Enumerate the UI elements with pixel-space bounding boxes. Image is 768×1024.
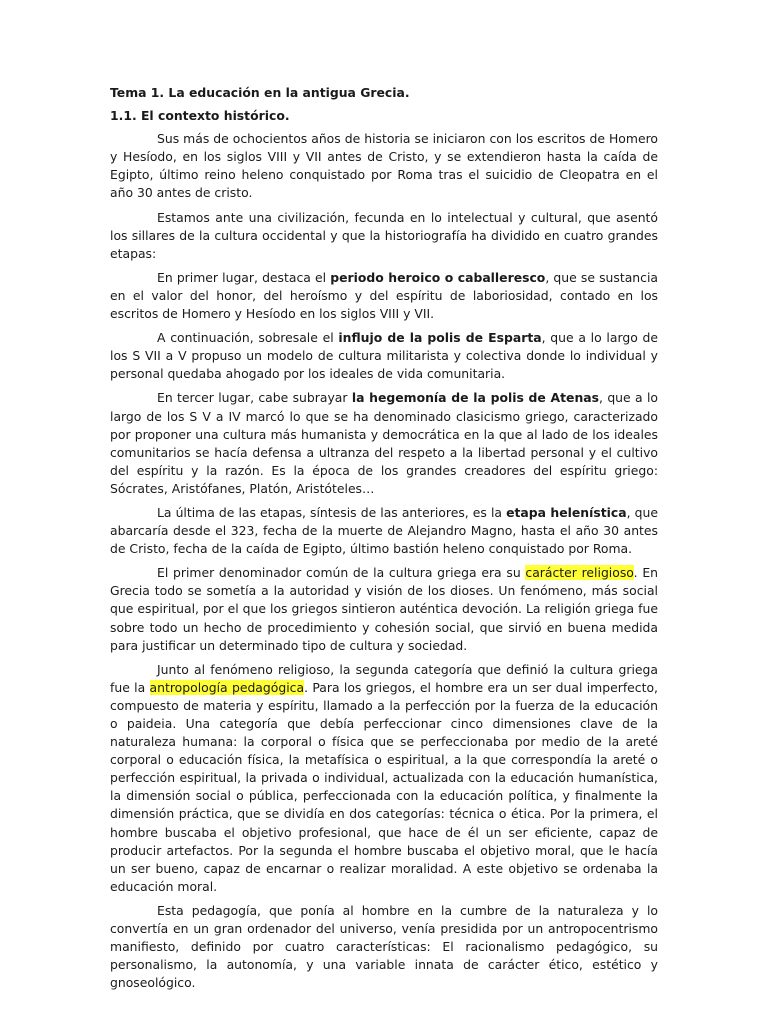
paragraph-text: , que a lo largo de los S V a IV marcó lo que se ha denominado clasicismo griego, caracterizado por proponer una cultura más humanista y democrática en la que al lado de los ideales comunitarios se hacía defensa a ultranza del respeto a la libertad personal y el cultivo del espíritu y la razón. Es la época de los grandes creadores del espíritu griego: Sócrates, Aristófanes, Platón, Aristóteles… — [110, 390, 658, 496]
paragraph-text: En primer lugar, destaca el — [157, 269, 331, 285]
section-heading: 1.1. El contexto histórico. — [110, 108, 290, 124]
paragraph-text: . En Grecia todo se sometía a la autoridad y visión de los dioses. Un fenómeno, más social que espiritual, por el que los griegos sintieron auténtica devoción. La religión griega fue sobre todo un hecho de procedimiento y cohesión social, que sirvió en buena medida para justificar un determinado tipo de cultura y sociedad. — [110, 565, 658, 653]
document-title: Tema 1. La educación en la antigua Grecia. — [110, 85, 410, 100]
paragraph-8 — [110, 661, 658, 896]
paragraph-6 — [110, 504, 658, 558]
paragraph-text: Junto al fenómeno religioso, la segunda categoría que definió la cultura griega fue la — [110, 661, 658, 695]
paragraph-text: . Para los griegos, el hombre era un ser dual imperfecto, compuesto de materia y espíritu, llamado a la perfección por la fuerza de la educación o paideia. Una categoría que debía perfeccionar cinco dimensiones clave de la naturaleza humana: la corporal o física que se perfeccionaba por medio de la areté corporal o educación física, la metafísica o espiritual, a la que correspondía la areté o perfección espiritual, la privada o individual, actualizada con la educación humanística, la dimensión social o pública, perfeccionada con la educación política, y finalmente la dimensión práctica, que se dividía en dos categorías: técnica o ética. Por la primera, el hombre buscaba el objetivo profesional, que hace de él un ser eficiente, capaz de producir artefactos. Por la segunda el hombre buscaba el objetivo moral, que le hacía un ser bueno, capaz de encarnar o realizar moralidad. A este objetivo se ordenaba la educación moral. — [110, 679, 658, 894]
paragraph-text: Esta pedagogía, que ponía al hombre en la cumbre de la naturaleza y lo convertía en un gran ordenador del universo, venía presidida por un antropocentrismo manifiesto, definido por cuatro características: El racionalismo pedagógico, su personalismo, la autonomía, y una variable innata de carácter ético, estético y gnoseológico. — [110, 902, 658, 991]
paragraph-7 — [110, 564, 658, 654]
document-page — [110, 84, 658, 992]
paragraph-3 — [110, 269, 658, 323]
bold-term: periodo heroico o caballeresco — [330, 269, 546, 285]
paragraph-text: En tercer lugar, cabe subrayar — [157, 390, 352, 406]
paragraph-5 — [110, 389, 658, 498]
paragraph-9 — [110, 902, 658, 992]
paragraph-1 — [110, 130, 658, 202]
highlighted-term: carácter religioso — [525, 565, 634, 581]
paragraph-text: Sus más de ochocientos años de historia se iniciaron con los escritos de Homero y Hesíodo, en los siglos VIII y VII antes de Cristo, y se extendieron hasta la caída de Egipto, último reino heleno conquistado por Roma tras el suicidio de Cleopatra en el año 30 antes de cristo. — [110, 131, 658, 201]
bold-term: la hegemonía de la polis de Atenas — [351, 390, 600, 406]
paragraph-text: , que abarcaría desde el 323, fecha de la muerte de Alejandro Magno, hasta el año 30 antes de Cristo, fecha de la caída de Egipto, último bastión heleno conquistado por Roma. — [110, 504, 658, 557]
paragraph-4 — [110, 329, 658, 383]
highlighted-term: antropología pedagógica — [149, 679, 305, 695]
bold-term: influjo de la polis de Esparta — [338, 330, 542, 346]
bold-term: etapa helenística — [506, 504, 627, 520]
paragraph-text: , que a lo largo de los S VII a V propuso un modelo de cultura militarista y colectiva donde lo individual y personal quedaba ahogado por los ideales de vida comunitaria. — [110, 330, 658, 382]
paragraph-text: Estamos ante una civilización, fecunda en lo intelectual y cultural, que asentó los sillares de la cultura occidental y que la historiografía ha dividido en cuatro grandes etapas: — [110, 209, 658, 261]
paragraph-text: A continuación, sobresale el — [157, 330, 339, 346]
paragraph-2 — [110, 209, 658, 263]
paragraph-text: , que se sustancia en el valor del honor, del heroísmo y del espíritu de laboriosidad, contado en los escritos de Homero y Hesíodo en los siglos VIII y VII. — [110, 269, 659, 322]
paragraph-text: El primer denominador común de la cultura griega era su — [157, 565, 526, 581]
paragraph-text: La última de las etapas, síntesis de las anteriores, es la — [157, 504, 507, 520]
